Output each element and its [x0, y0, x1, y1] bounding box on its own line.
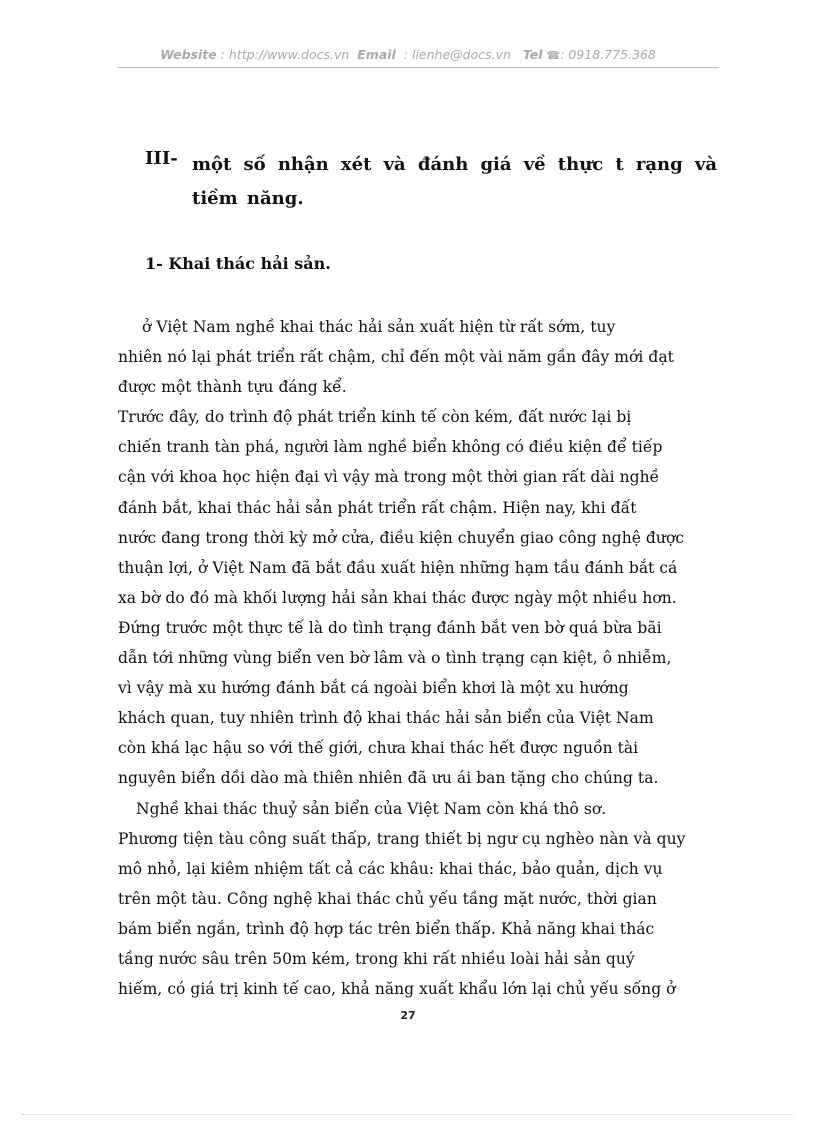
body-line: xa bờ do đó mà khối lượng hải sản khai thác được ngày một nhiều hơn. — [118, 588, 677, 607]
body-line: Trước đây, do trình độ phát triển kinh tế còn kém, đất nước lại bị — [118, 408, 632, 427]
body-line: nhiên nó lại phát triển rất chậm, chỉ đến một vài năm gần đây mới đạt — [118, 348, 674, 367]
website-url[interactable]: : http://www.docs.vn — [220, 47, 350, 62]
body-line: Phương tiện tàu công suất thấp, trang thiết bị ngư cụ nghèo nàn và quy — [118, 829, 686, 848]
body-line: nước đang trong thời kỳ mở cửa, điều kiện chuyển giao công nghệ được — [118, 528, 685, 547]
body-line: vì vậy mà xu hướng đánh bắt cá ngoài biển khơi là một xu hướng — [118, 679, 629, 698]
body-line: còn khá lạc hậu so với thế giới, chưa khai thác hết được nguồn tài — [118, 739, 639, 758]
page-number: 27 — [400, 1009, 416, 1022]
body-line: hiếm, có giá trị kinh tế cao, khả năng xuất khẩu lớn lại chủ yếu sống ở — [118, 980, 676, 999]
page-header — [0, 47, 816, 62]
email-label: Email — [357, 47, 396, 62]
footer-divider — [22, 1114, 794, 1115]
body-line: ở Việt Nam nghề khai thác hải sản xuất hiện từ rất sớm, tuy — [142, 318, 616, 336]
body-line: tầng nước sâu trên 50m kém, trong khi rất nhiều loài hải sản quý — [118, 949, 635, 968]
header-divider — [118, 67, 719, 68]
body-line: cận với khoa học hiện đại vì vậy mà trong một thời gian rất dài nghề — [118, 468, 660, 487]
body-line: khách quan, tuy nhiên trình độ khai thác hải sản biển của Việt Nam — [118, 709, 654, 728]
phone-icon: ☎ — [546, 49, 561, 62]
section-number: III- — [145, 148, 178, 169]
tel-label: Tel — [522, 47, 543, 62]
website-label: Website — [160, 47, 217, 62]
body-line: chiến tranh tàn phá, người làm nghề biển không có điều kiện để tiếp — [118, 438, 663, 457]
body-text — [118, 312, 686, 1004]
body-line: mô nhỏ, lại kiêm nhiệm tất cả các khâu: khai thác, bảo quản, dịch vụ — [118, 859, 663, 878]
body-line: trên một tàu. Công nghệ khai thác chủ yếu tầng mặt nước, thời gian — [118, 889, 657, 908]
body-line: đánh bắt, khai thác hải sản phát triển rất chậm. Hiện nay, khi đất — [118, 498, 637, 517]
section-title: một số nhận xét và đánh giá về thực t rạng và tiềm năng. — [192, 154, 717, 209]
subsection-title: 1- Khai thác hải sản. — [145, 254, 331, 273]
body-line: thuận lợi, ở Việt Nam đã bắt đầu xuất hiện những hạm tầu đánh bắt cá — [118, 558, 678, 577]
body-line: nguyên biển dồi dào mà thiên nhiên đã ưu ái ban tặng cho chúng ta. — [118, 769, 659, 788]
body-line: bám biển ngắn, trình độ hợp tác trên biển thấp. Khả năng khai thác — [118, 919, 655, 938]
email-address[interactable]: : lienhe@docs.vn — [403, 47, 511, 62]
body-line: Đứng trước một thực tế là do tình trạng đánh bắt ven bờ quá bừa bãi — [118, 618, 662, 637]
tel-number: : 0918.775.368 — [560, 47, 656, 62]
body-line: Nghề khai thác thuỷ sản biển của Việt Nam còn khá thô sơ. — [136, 799, 607, 818]
body-line: dẫn tới những vùng biển ven bờ lâm và o tình trạng cạn kiệt, ô nhiễm, — [118, 649, 672, 668]
body-line: được một thành tựu đáng kể. — [118, 378, 347, 397]
